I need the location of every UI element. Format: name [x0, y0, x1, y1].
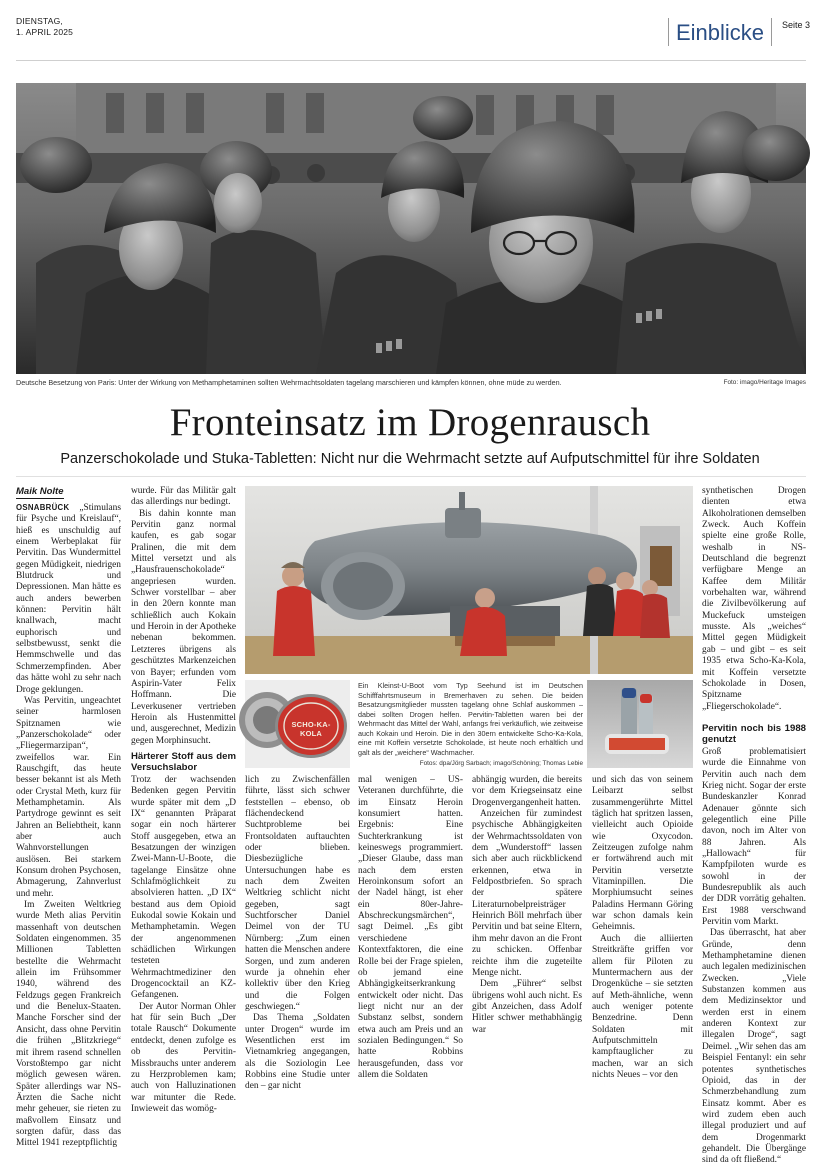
- paragraph: Anzeichen für zumindest psychische Abhängigkeiten der Wehrmachtssoldaten von dem „Wunderstoff“ lassen sich aber auch rückblickend erkennen, etwa in Feldpostbriefen. So sprach der spätere Literaturnobelpreisträger Heinrich Böll mehrfach über Pervitin und bat seine Eltern, ihm mehr davon an die Front zu schicken. Offenbar reichte ihm die zugeteilte Menge nicht.: [472, 809, 582, 978]
- top-photo-caption: Deutsche Besetzung von Paris: Unter der Wirkung von Methamphetaminen sollten Wehrmachtsoldaten tagelang marschieren und kämpfen können, ohne müde zu werden.: [16, 378, 562, 387]
- intertitle: Pervitin noch bis 1988 genutzt: [702, 722, 806, 745]
- paragraph: synthetischen Drogen dienten etwa Alkoholrationen demselben Zweck. Auch Koffein spielte eine große Rolle, weshalb in NS-Deutschland die begrenzt verfügbare Menge an Kaffee dem Militär vorbehalten war, während die Zivilbevölkerung auf Muckefuck umsteigen musste. Als „weiches“ Mittel gegen Müdigkeit gab – und gibt – es seit 1935 etwa Scho-Ka-Kola, mit Koffein versetzte Schokolade in Dosen, Spitzname „Fliegerschokolade“.: [702, 486, 806, 712]
- paragraph: Groß problematisiert wurde die Einnahme von Pervitin auch nach dem Krieg nicht. Sogar der erste Bundeskanzler Konrad Adenauer gönnte sich gelegentlich eine Pille davon, noch im Alter von 88 Jahren. Als „Hallowach“ für Kampfpiloten wurde es sowohl in der Bundesrepublik als auch der DDR vorrätig gehalten. Erst 1988 verschwand Pervitin vom Markt.: [702, 746, 806, 928]
- column-1: [16, 502, 121, 1149]
- date: 1. APRIL 2025: [16, 27, 74, 37]
- paragraph: Trotz der wachsenden Bedenken gegen Pervitin wurde später mit dem „D IX“ genannten Präparat sogar ein noch härterer Stoff ausgegeben, etwa an Besatzungen der winzigen Zwei-Mann-U-Boote, die tagelange Einsätze ohne Schlafmöglichkeit zu absolvieren hatten. „D IX“ bestand aus dem Opioid Eukodal sowie Kokain und Methamphetamin. Wegen der angenommenen schädlichen Wirkungen testeten Wehrmachtmediziner den Drogencocktail an KZ-Gefangenen.: [131, 774, 236, 1001]
- pervitin-tube-photo: [587, 680, 693, 768]
- paragraph: wurde. Für das Militär galt das allerdings nur bedingt.: [131, 486, 236, 508]
- tin-label: SCHO-KA-KOLA: [291, 720, 331, 738]
- paragraph: abhängig wurden, die bereits vor dem Kriegseinsatz eine Drogenvergangenheit hatten.: [472, 775, 582, 808]
- middle-photo-credit: Fotos: dpa/Jörg Sarbach; imago/Schöning; Thomas Lebie: [419, 760, 583, 767]
- paragraph: und sich das von seinem Leibarzt selbst zusammengerührte Mittel täglich hat spritzen lassen, vielleicht auch Opioide wie Oxycodon. Zeitzeugen zufolge nahm er fortwährend auch mit Pervitin versetzte Vitaminpillen. Die Morphiumsucht seines Paladins Hermann Göring war schon damals kein Geheimnis.: [592, 775, 693, 933]
- middle-photo-caption: [358, 681, 583, 769]
- column-5: [472, 775, 582, 1035]
- column-6: [592, 775, 693, 1080]
- headline: Fronteinsatz im Drogenrausch: [169, 401, 651, 444]
- intertitle: Härterer Stoff aus dem Versuchslabor: [131, 750, 236, 773]
- paragraph: mal wenigen – US-Veteranen durchführte, die im Einsatz Heroin konsumiert hatten. Ergebnis: Eine Suchterkrankung ist keineswegs programmiert. „Dieser Glaube, dass man nach dem ersten Heroinkonsum sofort an der Nadel hängt, ist eher ein 80er-Jahre-Abschreckungsmärchen“, sagt Deimel. „Es gibt verschiedene Kontextfaktoren, die eine Rolle bei der Frage spielen, ob jemand eine Abhängigkeitserkrankung entwickelt oder nicht. Das liegt nicht nur an der Substanz selbst, sondern etwa auch am Preis und an sozialen Bedingungen.“ So hatte Robbins herausgefunden, dass vor allem die Soldaten: [358, 775, 463, 1080]
- column-3: [245, 775, 350, 1092]
- page-number: Seite 3: [782, 20, 811, 30]
- paragraph: Der Autor Norman Ohler hat für sein Buch „Der totale Rausch“ Dokumente entdeckt, denen zufolge es ob des Pervitin-Missbrauchs unter anderem zu Herzproblemen kam; auch von Halluzinationen war mitunter die Rede. Inwieweit das womög-: [131, 1001, 236, 1114]
- submarine-photo: [245, 486, 693, 674]
- paragraph: Auch die alliierten Streitkräfte griffen vor allem für Piloten zu Muntermachern aus der Drogenküche – sie setzten auf Meth-ähnliche, wenn auch weniger potente Benzedrine. Denn Soldaten mit Aufputschmitteln kampftauglicher zu machen, war an sich nichts Neues – vor den: [592, 933, 693, 1080]
- column-2: [131, 486, 236, 1114]
- column-4: [358, 775, 463, 1080]
- divider: [16, 476, 806, 477]
- section-title: Einblicke: [676, 20, 765, 45]
- paragraph: Bis dahin konnte man Pervitin ganz normal kaufen, es gab sogar Pralinen, die mit dem Mittel versetzt und als „Hausfrauenschokolade“ angepriesen wurden. Schwer vorstellbar – aber in den 20ern konnte man schließlich auch Kokain und Heroin in der Apotheke nebenan bekommen. Letzteres übrigens als geschütztes Markenzeichen von Bayer; erfunden vom Aspirin-Vater Felix Hoffmann. Die Leverkusener vertrieben Heroin als Hustenmittel und, ausgerechnet, Medizin gegen Morphinsucht.: [131, 508, 236, 746]
- paragraph: „Stimulans für Psyche und Kreislauf“, hieß es unschuldig auf einem Werbeplakat für Pervitin. Das Wundermittel gegen Müdigkeit, niedrigen Blutdruck und Depressionen. Man hätte es auch anders bewerben können: Pervitin hält knallwach, macht euphorisch und selbstbewusst, senkt die Hemmschwelle und das Schmerzempfinden. Aber das hätte wohl zu sehr nach Droge geklungen.: [16, 503, 121, 695]
- paragraph: Dem „Führer“ selbst übrigens wohl auch nicht. Es gibt Anzeichen, dass Adolf Hitler schwer methabhängig war: [472, 979, 582, 1035]
- author-byline: Maik Nolte: [16, 486, 64, 497]
- schokakola-tin-photo: [245, 680, 350, 768]
- subheadline: Panzerschokolade und Stuka-Tabletten: Nicht nur die Wehrmacht setzte auf Aufputschmittel für ihre Soldaten: [60, 451, 760, 467]
- soldiers-photo: [16, 83, 806, 374]
- paragraph: Im Zweiten Weltkrieg wurde Meth alias Pervitin massenhaft von deutschen Soldaten eingenommen. 35 Millionen Tabletten bestellte die Wehrmacht allein im Frühsommer 1940, während des Feldzugs gegen Frankreich und die Benelux-Staaten. Manche Forscher sind der Ansicht, dass ohne Pervitin die frühen „Blitzkriege“ mit ihrem rasend schnellen Vorstoßtempo gar nicht möglich gewesen wären. Später allerdings war NS-Ärzten die Sache nicht mehr geheuer, sie rieten zu maßvollem Einsatz und sorgten dafür, dass das Mittel 1941 rezeptpflichtig: [16, 900, 121, 1149]
- paragraph: Was Pervitin, ungeachtet seiner harmlosen Spitznamen wie „Panzerschokolade“ oder „Fliegermarzipan“, zweifellos war. Ein Rauschgift, das heute besser bekannt ist als Meth oder Crystal Meth, kurz für Methamphetamin. Als Partydroge gewinnt es seit Jahren an Beliebtheit, kann aber auch Wahnvorstellungen auslösen. Bei starkem Konsum drohen Psychosen, Abmagerung, Zahnverlust und mehr.: [16, 695, 121, 899]
- top-photo-credit: Foto: imago/Heritage Images: [723, 379, 806, 386]
- caption-text: Ein Kleinst-U-Boot vom Typ Seehund ist im Deutschen Schifffahrtsmuseum in Bremerhaven zu sehen. Die beiden Besatzungsmitglieder mussten tagelang ohne Schlaf auskommen – dabei sollten Drogen helfen. Pervitin-Tabletten waren bei der Wehrmacht das Mittel der Wahl, anfangs frei verkäuflich, wie zeitweise auch Kokain und Heroin. Die in den 30ern entwickelte Scho-Ka-Kola, eine mit Koffein versetzte Schokolade, ist heute noch erhältlich und galt als der „weichere“ Wachmacher.: [358, 681, 583, 757]
- weekday: DIENSTAG,: [16, 16, 63, 26]
- paragraph: Das überrascht, hat aber Gründe, denn Methamphetamine dienen auch legalen medizinischen Zwecken. „Viele Substanzen kommen aus dem Medizinsektor und werden erst in einem anderen Kontext zur illegalen Droge“, sagt Deimel. „Wir sehen das am Beispiel Fentanyl: ein sehr potentes synthetisches Opioid, das in der Schmerzbehandlung zum Einsatz kommt. Aber es wird zudem eben auch illegal produziert und auf dem Drogenmarkt gehandelt. Die Übergänge sind da oft fließend.“: [702, 928, 806, 1166]
- paragraph: lich zu Zwischenfällen führte, lässt sich schwer feststellen – ebenso, ob flächendeckend Suchtprobleme bei Frontsoldaten auftauchten oder blieben. Diesbezügliche Untersuchungen habe es nach dem Zweiten Weltkrieg schlicht nicht gegeben, sagt Suchtforscher Daniel Deimel von der TU Nürnberg: „Zum einen hatten die Menschen andere Sorgen, und zum anderen wurde ja ohnehin eher kollektiv über den Krieg und die Folgen geschwiegen.“: [245, 775, 350, 1012]
- paragraph: Das Thema „Soldaten unter Drogen“ wurde im Wesentlichen erst im Vietnamkrieg angegangen, als die Soziologin Lee Robbins eine Studie unter den – gar nicht: [245, 1013, 350, 1092]
- header-rule: [16, 60, 806, 61]
- issue-date: [16, 16, 73, 38]
- column-7: [702, 486, 806, 1166]
- dateline: OSNABRÜCK: [16, 503, 70, 512]
